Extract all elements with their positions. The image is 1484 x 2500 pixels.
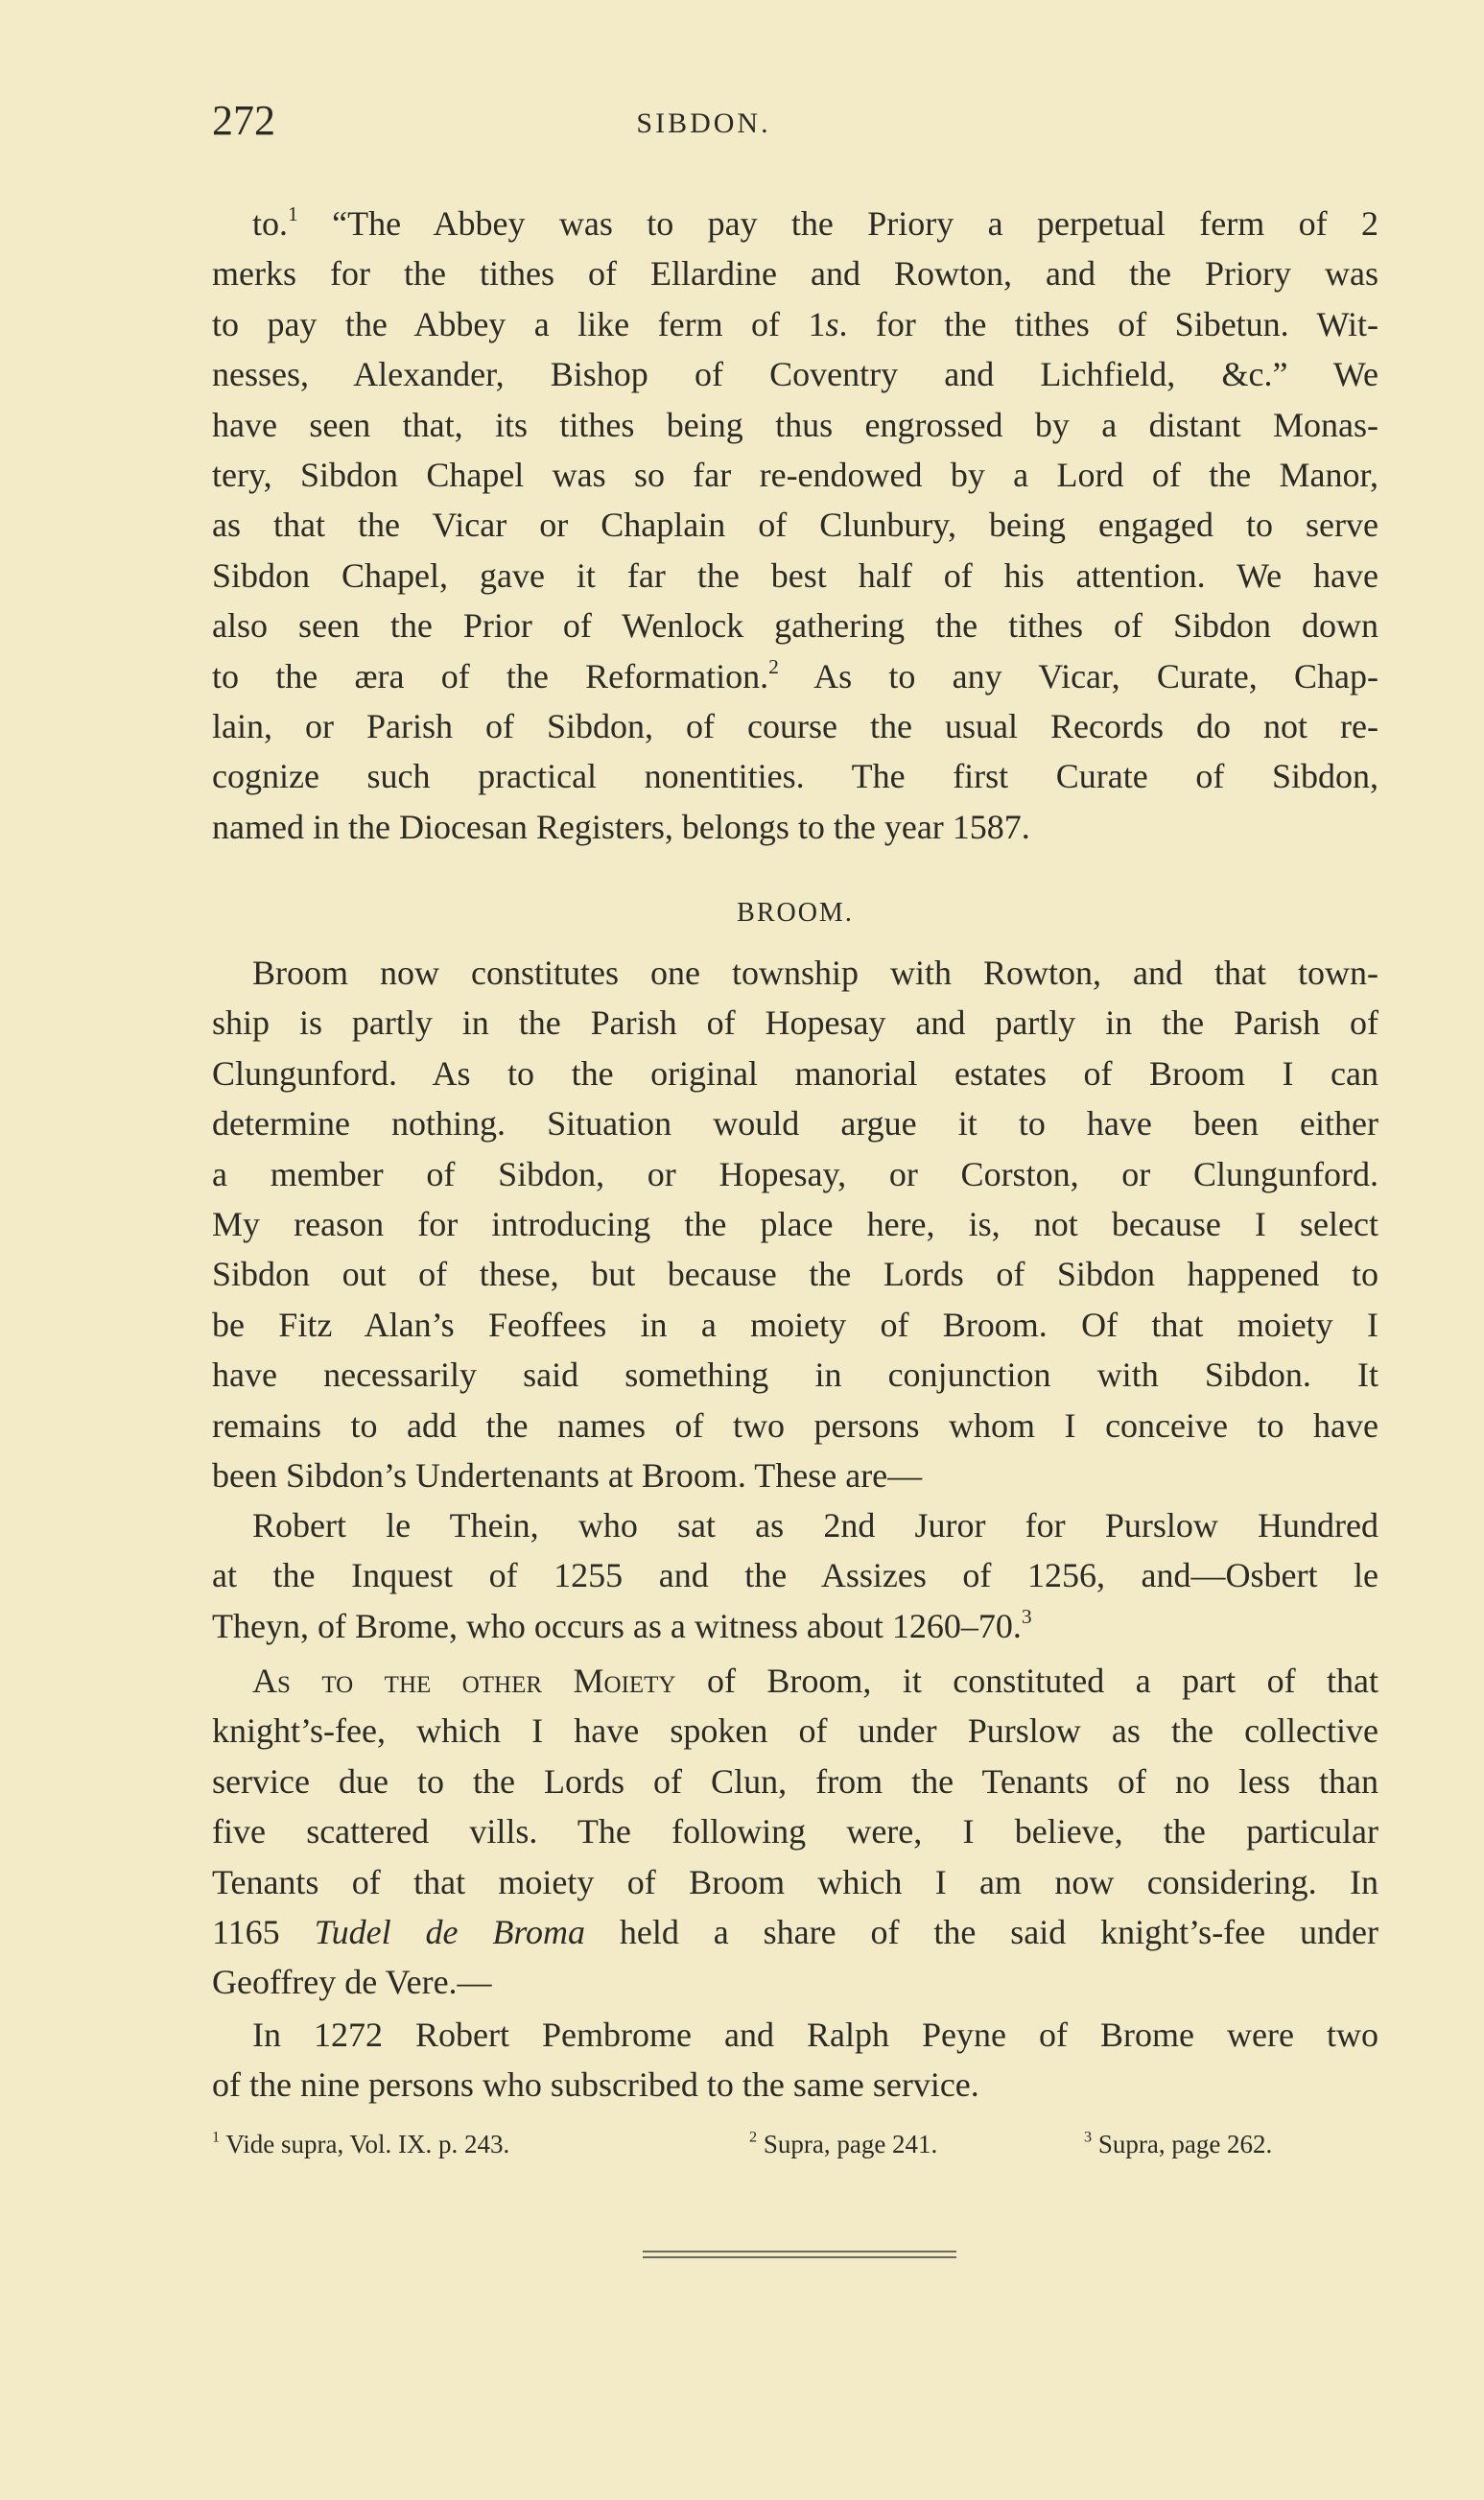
- text-segment: of Broom, it constituted a part of that: [675, 1662, 1379, 1700]
- section-heading-text: BROOM.: [737, 898, 854, 928]
- text-line: [212, 1757, 1378, 1806]
- text-line: [212, 1199, 1378, 1249]
- text-segment: In 1272 Robert Pembrome and Ralph Peyne of Brome were two: [252, 2016, 1378, 2054]
- text-line: [212, 450, 1378, 500]
- text-segment: Broom now constitutes one township with Rowton, and that town-: [252, 954, 1378, 992]
- text-line: [212, 1149, 1378, 1199]
- text-segment: been Sibdon’s Undertenants at Broom. These are—: [212, 1456, 923, 1496]
- text-segment: a member of Sibdon, or Hopesay, or Corston, or Clungunford.: [212, 1154, 1378, 1193]
- footnote-1: [212, 2130, 509, 2159]
- text-segment: to.: [252, 204, 289, 243]
- text-segment: lain, or Parish of Sibdon, of course the usual Records do not re-: [212, 707, 1378, 746]
- text-segment: remains to add the names of two persons whom I conceive to have: [212, 1405, 1378, 1445]
- footnote-mark: 1: [212, 2128, 221, 2146]
- text-line: [212, 248, 1378, 298]
- text-segment: Robert le Thein, who sat as 2nd Juror for Purslow Hundred: [252, 1506, 1378, 1545]
- paragraph: [212, 1500, 1378, 1651]
- page-number: 272: [212, 97, 275, 144]
- text-segment: have seen that, its tithes being thus engrossed by a distant Monas-: [212, 405, 1378, 444]
- footnote-2: [749, 2130, 937, 2159]
- text-line: [212, 1401, 1378, 1450]
- text-line: [212, 1500, 1378, 1550]
- text-segment: held a share of the said knight’s-fee under: [585, 1913, 1378, 1952]
- text-segment: named in the Diocesan Registers, belongs to the year 1587.: [212, 807, 1030, 846]
- text-segment: 1165: [212, 1913, 315, 1952]
- text-line: [212, 551, 1378, 601]
- text-segment: s: [825, 304, 839, 343]
- text-line: [212, 1656, 1378, 1706]
- text-line: [212, 1300, 1378, 1350]
- text-segment: My reason for introducing the place here, is, not because I select: [212, 1205, 1378, 1244]
- text-segment: have necessarily said something in conjunction with Sibdon. It: [212, 1356, 1378, 1395]
- section-heading: [212, 888, 1378, 938]
- footnote-text: Supra, page 241.: [757, 2130, 938, 2158]
- footnote-3: [1084, 2130, 1272, 2159]
- text-line: [212, 802, 1378, 852]
- text-line: [212, 2010, 1378, 2060]
- text-line: [212, 651, 1378, 701]
- text-segment: be Fitz Alan’s Feoffees in a moiety of Broom. Of that moiety I: [212, 1305, 1378, 1344]
- text-segment: As to any Vicar, Curate, Chap-: [778, 656, 1378, 696]
- text-line: [212, 751, 1378, 801]
- text-segment: As to the other Moiety: [252, 1662, 676, 1700]
- text-segment: ship is partly in the Parish of Hopesay and partly in the Parish of: [212, 1003, 1378, 1043]
- text-segment: nesses, Alexander, Bishop of Coventry and Lichfield, &c.” We: [212, 355, 1378, 394]
- text-segment: Clungunford. As to the original manorial estates of Broom I can: [212, 1053, 1378, 1093]
- end-rule: [643, 2256, 956, 2258]
- text-segment: Tudel de Broma: [314, 1913, 586, 1952]
- text-segment: cognize such practical nonentities. The first Curate of Sibdon,: [212, 757, 1378, 796]
- paragraph: [212, 2010, 1378, 2111]
- text-segment: Tenants of that moiety of Broom which I am now considering. In: [212, 1862, 1378, 1901]
- text-line: [212, 948, 1378, 998]
- text-line: [212, 1957, 1378, 2007]
- text-line: [212, 1350, 1378, 1400]
- footnote-reference: 1: [288, 201, 298, 225]
- text-line: [212, 1049, 1378, 1098]
- text-line: [212, 998, 1378, 1048]
- paragraph: [212, 948, 1378, 1500]
- text-segment: Sibdon Chapel, gave it far the best half of his attention. We have: [212, 555, 1378, 595]
- text-line: [212, 1806, 1378, 1856]
- text-segment: of the nine persons who subscribed to the same service.: [212, 2065, 979, 2105]
- footnote-text: Vide supra, Vol. IX. p. 243.: [220, 2130, 510, 2158]
- text-segment: as that the Vicar or Chaplain of Clunbury, being engaged to serve: [212, 506, 1378, 545]
- text-line: [212, 1601, 1378, 1651]
- text-line: [212, 199, 1378, 248]
- text-line: [212, 1098, 1378, 1148]
- footnote-text: Supra, page 262.: [1092, 2130, 1273, 2158]
- text-segment: tery, Sibdon Chapel was so far re-endowed by a Lord of the Manor,: [212, 456, 1378, 495]
- text-segment: determine nothing. Situation would argue it to have been either: [212, 1104, 1378, 1144]
- text-segment: at the Inquest of 1255 and the Assizes of 1256, and—Osbert le: [212, 1556, 1378, 1595]
- text-line: [212, 701, 1378, 751]
- text-segment: Theyn, of Brome, who occurs as a witness about 1260–70.: [212, 1606, 1022, 1645]
- text-segment: to the æra of the Reformation.: [212, 656, 769, 696]
- text-line: [212, 1857, 1378, 1907]
- text-line: [212, 349, 1378, 399]
- running-head: SIBDON.: [636, 107, 771, 139]
- text-line: [212, 1550, 1378, 1600]
- end-rule: [643, 2251, 956, 2252]
- text-line: [212, 1706, 1378, 1756]
- text-segment: service due to the Lords of Clun, from the Tenants of no less than: [212, 1761, 1378, 1801]
- text-line: [212, 1249, 1378, 1299]
- text-line: [212, 601, 1378, 650]
- text-segment: . for the tithes of Sibetun. Wit-: [838, 304, 1379, 343]
- text-segment: also seen the Prior of Wenlock gathering the tithes of Sibdon down: [212, 606, 1378, 646]
- text-line: [212, 400, 1378, 450]
- text-segment: Geoffrey de Vere.—: [212, 1963, 492, 2002]
- text-line: [212, 500, 1378, 550]
- text-segment: to pay the Abbey a like ferm of 1: [212, 304, 826, 343]
- text-segment: five scattered vills. The following were, I believe, the particular: [212, 1812, 1378, 1851]
- text-line: [212, 1907, 1378, 1957]
- paragraph: [212, 1656, 1378, 2008]
- text-line: [212, 1450, 1378, 1500]
- text-segment: “The Abbey was to pay the Priory a perpetual ferm of 2: [297, 204, 1378, 243]
- text-segment: knight’s-fee, which I have spoken of under Purslow as the collective: [212, 1711, 1378, 1751]
- footnote-mark: 3: [1084, 2128, 1093, 2146]
- text-segment: merks for the tithes of Ellardine and Rowton, and the Priory was: [212, 254, 1378, 294]
- footnote-reference: 3: [1021, 1604, 1032, 1628]
- footnote-mark: 2: [749, 2128, 758, 2146]
- text-segment: Sibdon out of these, but because the Lords of Sibdon happened to: [212, 1255, 1378, 1294]
- text-line: [212, 2060, 1378, 2110]
- paragraph: [212, 199, 1378, 852]
- text-line: [212, 299, 1378, 349]
- footnote-reference: 2: [768, 654, 779, 678]
